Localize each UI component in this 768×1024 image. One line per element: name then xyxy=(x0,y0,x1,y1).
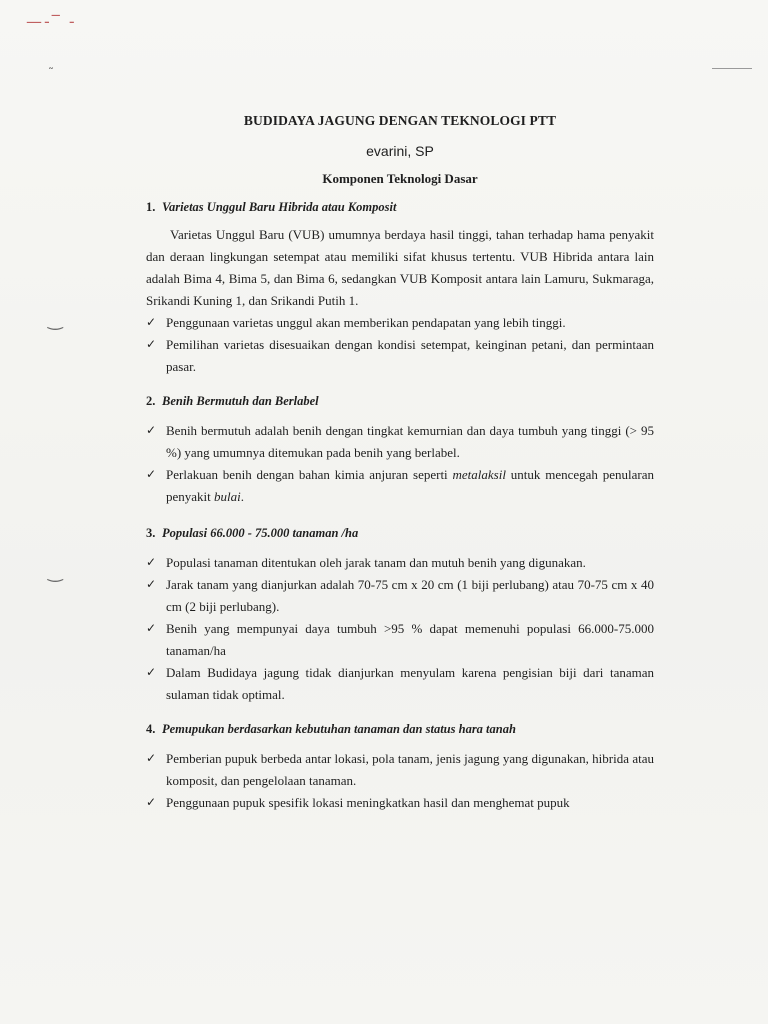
section-number: 4. xyxy=(146,722,156,736)
bullet-list xyxy=(146,420,654,508)
document-author: evarini, SP xyxy=(366,143,434,159)
checkmark-icon: ✓ xyxy=(146,665,157,679)
chemical-name: metalaksil xyxy=(452,467,506,482)
section-title: Pemupukan berdasarkan kebutuhan tanaman dan status hara tanah xyxy=(162,722,516,736)
section-heading xyxy=(146,524,654,542)
scan-line-top-right xyxy=(712,68,752,69)
scan-mark-left-low: ‿ xyxy=(48,562,63,583)
scan-mark-left-top: ˜ xyxy=(48,66,54,80)
section-heading xyxy=(146,198,654,216)
disease-name: bulai xyxy=(214,489,241,504)
list-item-text: Pemilihan varietas disesuaikan dengan kondisi setempat, keinginan petani, dan permintaan pasar. xyxy=(166,337,654,374)
section-number: 1. xyxy=(146,200,156,214)
list-item-text: Benih yang mempunyai daya tumbuh >95 % dapat memenuhi populasi 66.000-75.000 tanaman/ha xyxy=(166,621,654,658)
checkmark-icon: ✓ xyxy=(146,423,157,437)
section-number: 3. xyxy=(146,526,156,540)
document-body xyxy=(146,112,654,814)
section-3 xyxy=(146,524,654,706)
list-item-text: Penggunaan pupuk spesifik lokasi meningkatkan hasil dan menghemat pupuk xyxy=(166,795,570,810)
list-item-text: Penggunaan varietas unggul akan memberikan pendapatan yang lebih tinggi. xyxy=(166,315,566,330)
scan-mark-left-mid: ‿ xyxy=(48,310,63,331)
document-title xyxy=(146,112,654,130)
list-item-text: Pemberian pupuk berbeda antar lokasi, pola tanam, jenis jagung yang digunakan, hibrida atau komposit, dan pengelolaan tanaman. xyxy=(166,751,654,788)
section-paragraph: Varietas Unggul Baru (VUB) umumnya berdaya hasil tinggi, tahan terhadap hama penyakit dan deraan lingkungan setempat atau memiliki sifat khusus tertentu. VUB Hibrida antara lain adalah Bima 4, Bima 5, dan Bima 6, sedangkan VUB Komposit antara lain Lamuru, Sukmaraga, Srikandi Kuning 1, dan Srikandi Putih 1. xyxy=(146,227,654,308)
checkmark-icon: ✓ xyxy=(146,621,157,635)
list-item xyxy=(146,334,654,378)
list-item xyxy=(146,662,654,706)
section-heading xyxy=(146,720,654,738)
checkmark-icon: ✓ xyxy=(146,315,157,329)
list-item-text: Jarak tanam yang dianjurkan adalah 70-75 cm x 20 cm (1 biji perlubang) atau 70-75 cm x 40 cm (2 biji perlubang). xyxy=(166,577,654,614)
list-item-text: Populasi tanaman ditentukan oleh jarak tanam dan mutuh benih yang digunakan. xyxy=(166,555,586,570)
checkmark-icon: ✓ xyxy=(146,577,157,591)
list-item xyxy=(146,792,654,814)
list-item xyxy=(146,552,654,574)
list-item xyxy=(146,748,654,792)
list-item xyxy=(146,464,654,508)
bullet-list xyxy=(146,552,654,706)
section-title: Benih Bermutuh dan Berlabel xyxy=(162,394,319,408)
section-title: Varietas Unggul Baru Hibrida atau Komposit xyxy=(162,200,397,214)
document-title-text: BUDIDAYA JAGUNG DENGAN TEKNOLOGI PTT xyxy=(243,113,557,128)
checkmark-icon: ✓ xyxy=(146,467,157,481)
checkmark-icon: ✓ xyxy=(146,751,157,765)
checkmark-icon: ✓ xyxy=(146,795,157,809)
section-1 xyxy=(146,198,654,378)
section-2 xyxy=(146,392,654,508)
section-number: 2. xyxy=(146,394,156,408)
section-4 xyxy=(146,720,654,814)
list-item-text: Benih bermutuh adalah benih dengan tingkat kemurnian dan daya tumbuh yang tinggi (> 95 %) yang umumnya ditemukan pada benih yang berlabel. xyxy=(166,423,654,460)
bullet-list xyxy=(146,312,654,378)
text-run: untuk mencegah penularan penyakit xyxy=(166,467,654,504)
section-heading xyxy=(146,392,654,410)
list-item xyxy=(146,312,654,334)
list-item-text: Dalam Budidaya jagung tidak dianjurkan menyulam karena pengisian biji dari tanaman sulaman tidak optimal. xyxy=(166,665,654,702)
text-run: Perlakuan benih dengan bahan kimia anjuran seperti xyxy=(166,467,453,482)
list-item-text xyxy=(166,464,654,508)
scan-mark-top-left: —-‾ - xyxy=(26,12,77,31)
checkmark-icon: ✓ xyxy=(146,555,157,569)
bullet-list xyxy=(146,748,654,814)
list-item xyxy=(146,420,654,464)
document-subtitle: Komponen Teknologi Dasar xyxy=(322,171,478,186)
list-item xyxy=(146,618,654,662)
text-run: . xyxy=(240,489,244,504)
section-title: Populasi 66.000 - 75.000 tanaman /ha xyxy=(162,526,359,540)
checkmark-icon: ✓ xyxy=(146,337,157,351)
list-item xyxy=(146,574,654,618)
